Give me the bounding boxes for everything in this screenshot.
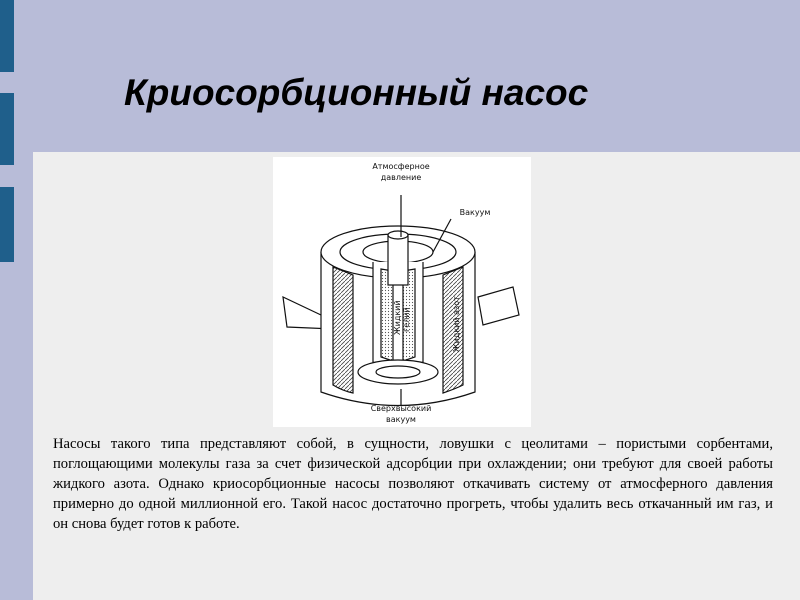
label-uhv-line2: вакуум: [386, 415, 416, 424]
side-bar-bottom: [0, 187, 14, 262]
pump-diagram: [273, 157, 531, 427]
slide-title: Криосорбционный насос: [124, 72, 589, 113]
pump-diagram-svg: [273, 157, 531, 427]
label-liquid-helium-line1: Жидкий: [393, 300, 402, 335]
label-atmospheric-line1: Атмосферное: [372, 162, 430, 171]
label-liquid-nitrogen: Жидкий азот: [452, 296, 461, 352]
side-bar-middle: [0, 93, 14, 165]
content-panel: [33, 152, 800, 600]
label-vacuum: Вакуум: [459, 208, 491, 217]
label-uhv-line1: Сверхвысокий: [370, 404, 432, 413]
pump-drawing: [283, 195, 519, 406]
label-liquid-helium-line2: гелий: [402, 307, 411, 332]
side-bar-top: [0, 0, 14, 72]
body-text: Насосы такого типа представляют собой, в сущности, ловушки с цеолитами – пористыми сорбентами, поглощающими молекулы газа за счет физической адсорбции при охлаждении; они требуют для своей работы жидкого азота. Однако криосорбционные насосы позволяют откачивать систему от атмосферного давления примерно до одной миллионной его. Такой насос достаточно прогреть, чтобы удалить весь откачанный им газ, и он снова будет готов к работе.: [53, 436, 773, 532]
label-atmospheric-line2: давление: [380, 173, 422, 182]
